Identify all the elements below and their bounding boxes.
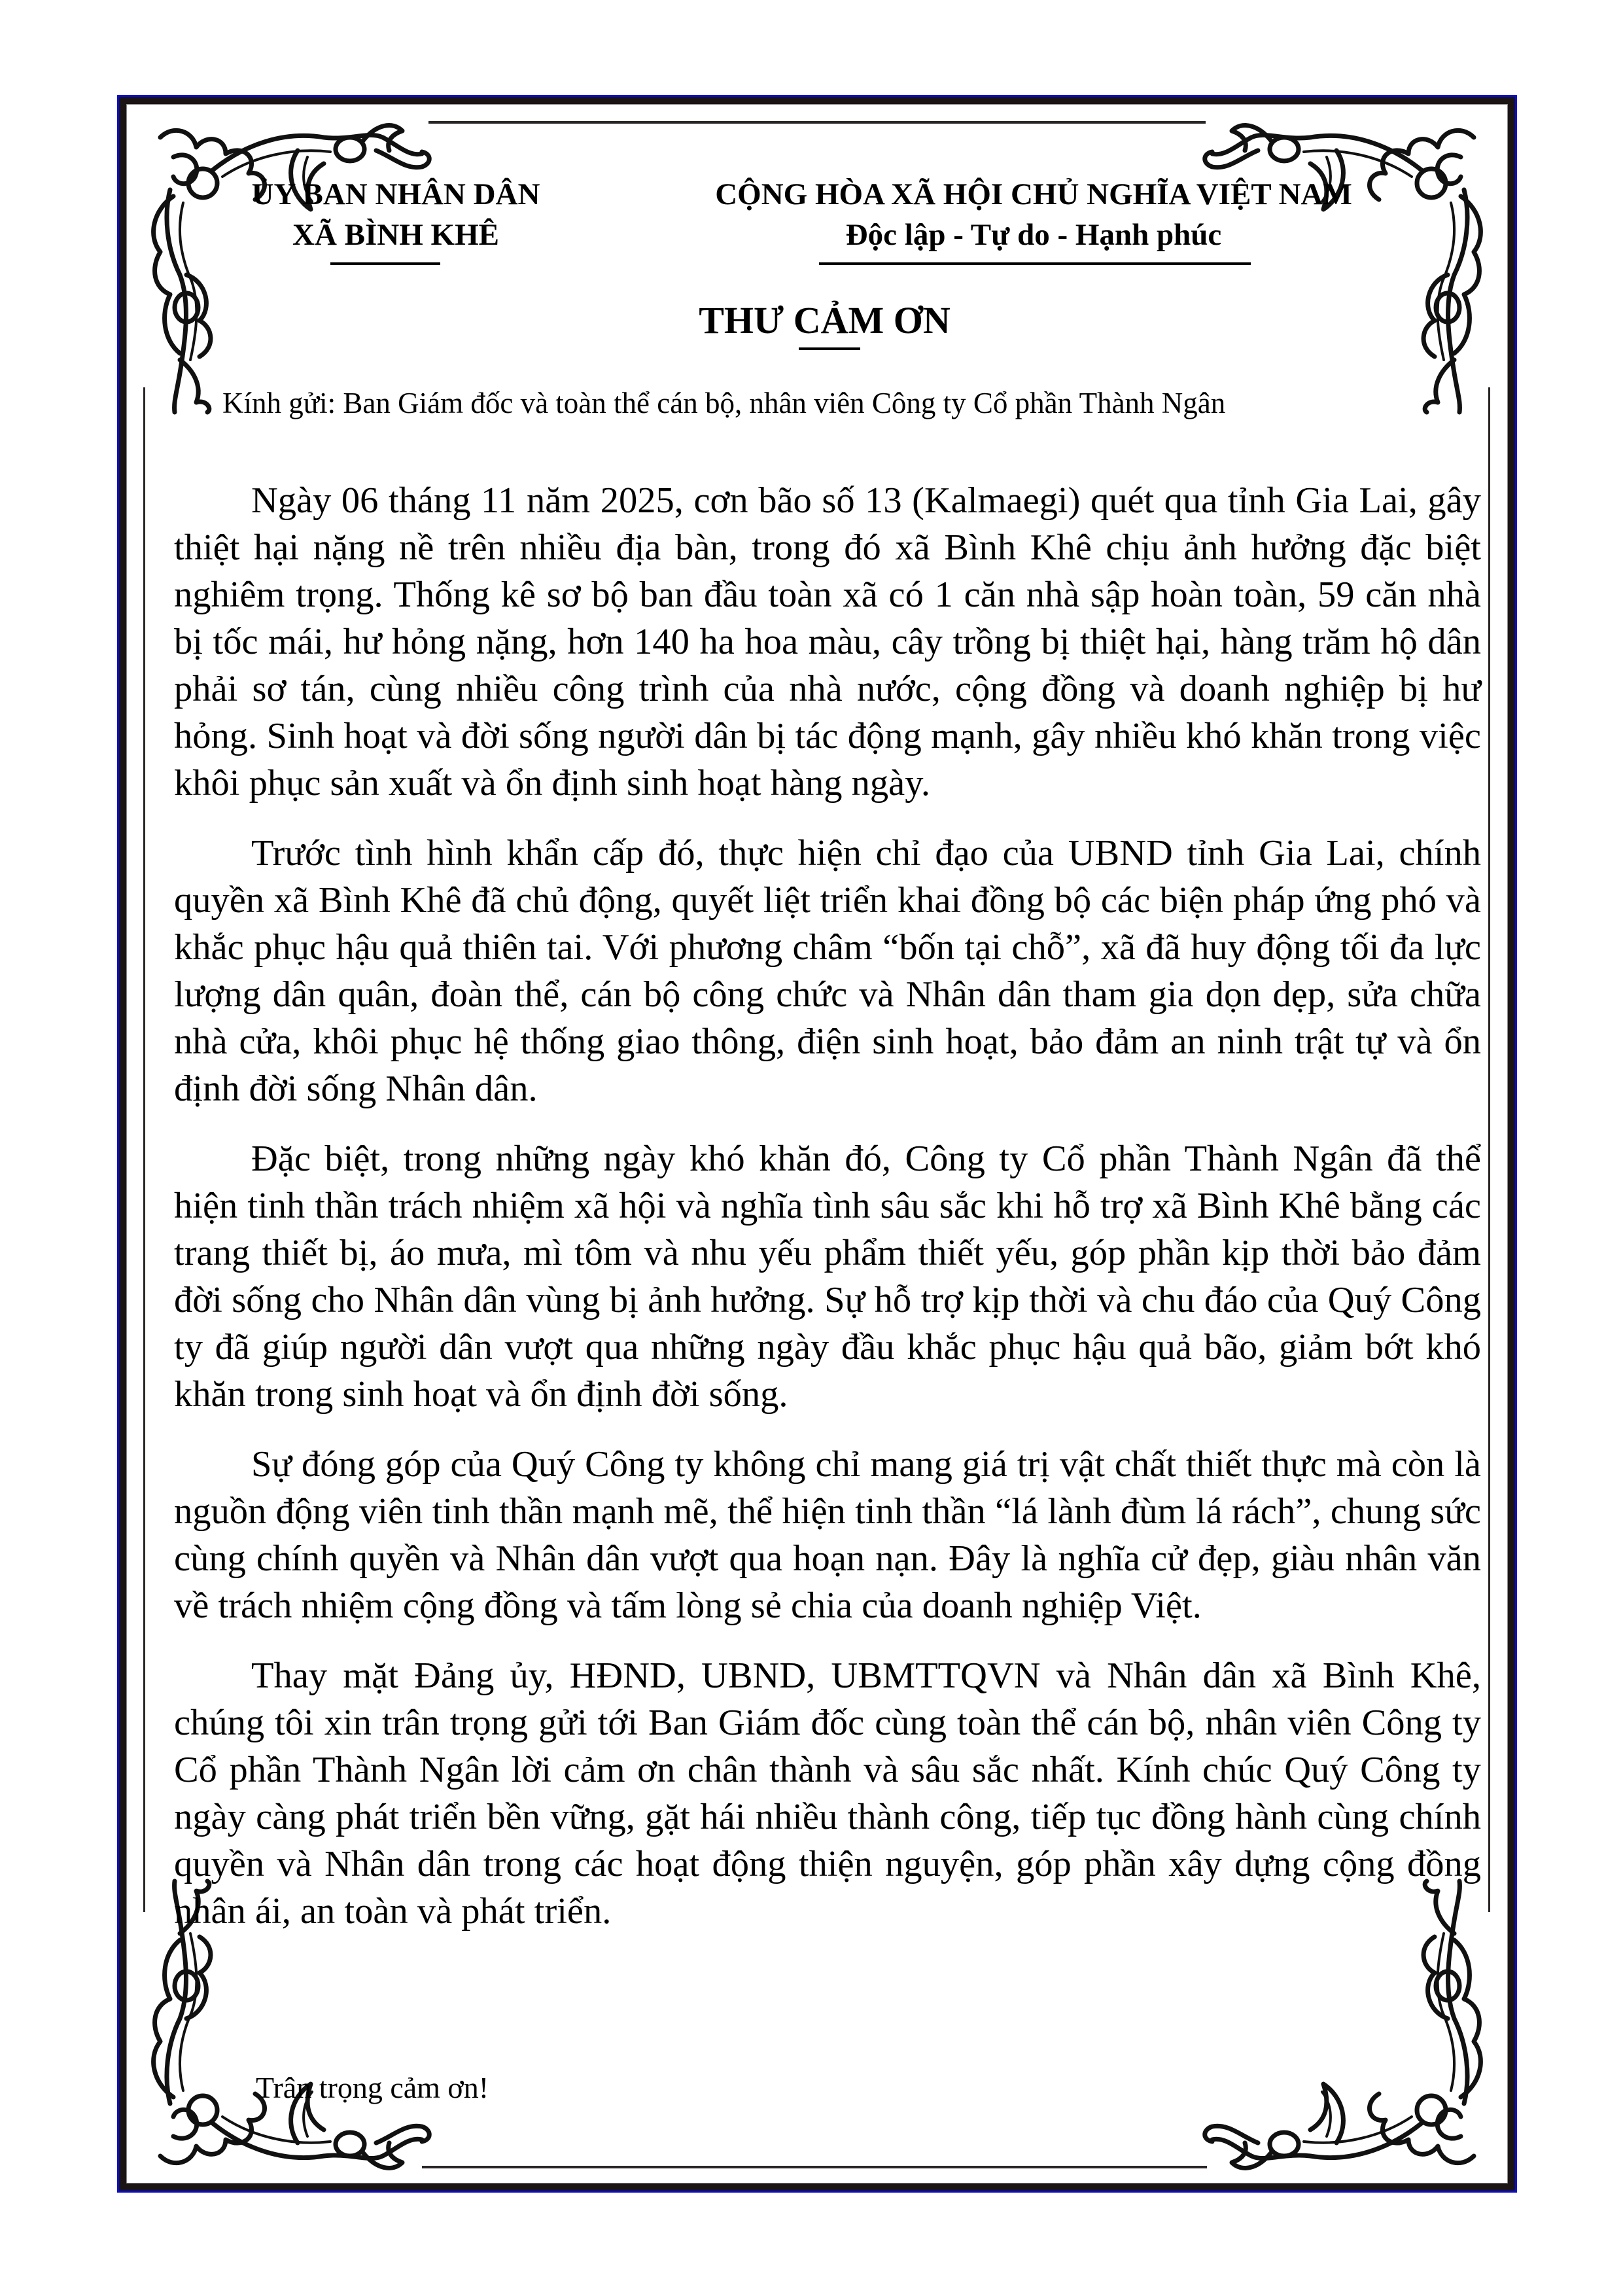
title-underline: [799, 347, 860, 350]
letter-body: [174, 477, 1481, 1958]
body-paragraph: Sự đóng góp của Quý Công ty không chỉ mang giá trị vật chất thiết thực mà còn là nguồn động viên tinh thần mạnh mẽ, thể hiện tinh thần “lá lành đùm lá rách”, chung sức cùng chính quyền và Nhân dân vượt qua hoạn nạn. Đây là nghĩa cử đẹp, giàu nhân văn về trách nhiệm cộng đồng và tấm lòng sẻ chia của doanh nghiệp Việt.: [174, 1444, 1481, 1626]
document-title: [0, 298, 1623, 344]
motto-underline: [819, 262, 1251, 265]
inner-rule-top: [428, 121, 1206, 124]
authority-line-2: XÃ BÌNH KHÊ: [292, 218, 499, 252]
scroll-ornament-icon: [134, 111, 442, 412]
salutation: Kính gửi: Ban Giám đốc và toàn thể cán bộ, nhân viên Công ty Cổ phần Thành Ngân: [222, 387, 1226, 419]
scroll-ornament-icon: [1193, 111, 1500, 412]
national-motto: [654, 174, 1413, 255]
corner-ornament-top-right: [1193, 111, 1500, 412]
body-paragraph: Ngày 06 tháng 11 năm 2025, cơn bão số 13 (Kalmaegi) quét qua tỉnh Gia Lai, gây thiệt hại nặng nề trên nhiều địa bàn, trong đó xã Bình Khê chịu ảnh hưởng đặc biệt nghiêm trọng. Thống kê sơ bộ ban đầu toàn xã có 1 căn nhà sập hoàn toàn, 59 căn nhà bị tốc mái, hư hỏng nặng, hơn 140 ha hoa màu, cây trồng bị thiệt hại, hàng trăm hộ dân phải sơ tán, cùng nhiều công trình của nhà nước, cộng đồng và doanh nghiệp bị hư hỏng. Sinh hoạt và đời sống người dân bị tác động mạnh, gây nhiều khó khăn trong việc khôi phục sản xuất và ổn định sinh hoạt hàng ngày.: [174, 480, 1481, 804]
body-paragraph: Thay mặt Đảng ủy, HĐND, UBND, UBMTTQVN và Nhân dân xã Bình Khê, chúng tôi xin trân trọng gửi tới Ban Giám đốc cùng toàn thể cán bộ, nhân viên Công ty Cổ phần Thành Ngân lời cảm ơn chân thành và sâu sắc nhất. Kính chúc Quý Công ty ngày càng phát triển bền vững, gặt hái nhiều thành công, tiếp tục đồng hành cùng chính quyền và Nhân dân trong các hoạt động thiện nguyện, góp phần xây dựng cộng đồng nhân ái, an toàn và phát triển.: [174, 1655, 1481, 1932]
issuing-authority: [216, 174, 576, 255]
body-paragraph: Trước tình hình khẩn cấp đó, thực hiện chỉ đạo của UBND tỉnh Gia Lai, chính quyền xã Bình Khê đã chủ động, quyết liệt triển khai đồng bộ các biện pháp ứng phó và khắc phục hậu quả thiên tai. Với phương châm “bốn tại chỗ”, xã đã huy động tối đa lực lượng dân quân, đoàn thể, cán bộ công chức và Nhân dân tham gia dọn dẹp, sửa chữa nhà cửa, khôi phục hệ thống giao thông, điện sinh hoạt, bảo đảm an ninh trật tự và ổn định đời sống Nhân dân.: [174, 833, 1481, 1109]
authority-line-1: ỦY BAN NHÂN DÂN: [251, 177, 540, 211]
document-title-text: THƯ CẢM ƠN: [699, 299, 951, 342]
body-paragraph: Đặc biệt, trong những ngày khó khăn đó, Công ty Cổ phần Thành Ngân đã thể hiện tinh thần trách nhiệm xã hội và nghĩa tình sâu sắc khi hỗ trợ xã Bình Khê bằng các trang thiết bị, áo mưa, mì tôm và nhu yếu phẩm thiết yếu, góp phần kịp thời bảo đảm đời sống cho Nhân dân vùng bị ảnh hưởng. Sự hỗ trợ kịp thời và chu đáo của Quý Công ty đã giúp người dân vượt qua những ngày đầu khắc phục hậu quả bão, giảm bớt khó khăn trong sinh hoạt và ổn định đời sống.: [174, 1139, 1481, 1415]
country-name: CỘNG HÒA XÃ HỘI CHỦ NGHĨA VIỆT NAM: [715, 177, 1352, 211]
inner-rule-right: [1488, 387, 1490, 1912]
inner-rule-left: [143, 387, 145, 1912]
corner-ornament-top-left: [134, 111, 442, 412]
inner-rule-bottom: [422, 2166, 1207, 2168]
closing-line: Trân trọng cảm ơn!: [256, 2071, 489, 2104]
authority-underline: [330, 262, 440, 265]
motto-line: Độc lập - Tự do - Hạnh phúc: [845, 218, 1222, 252]
